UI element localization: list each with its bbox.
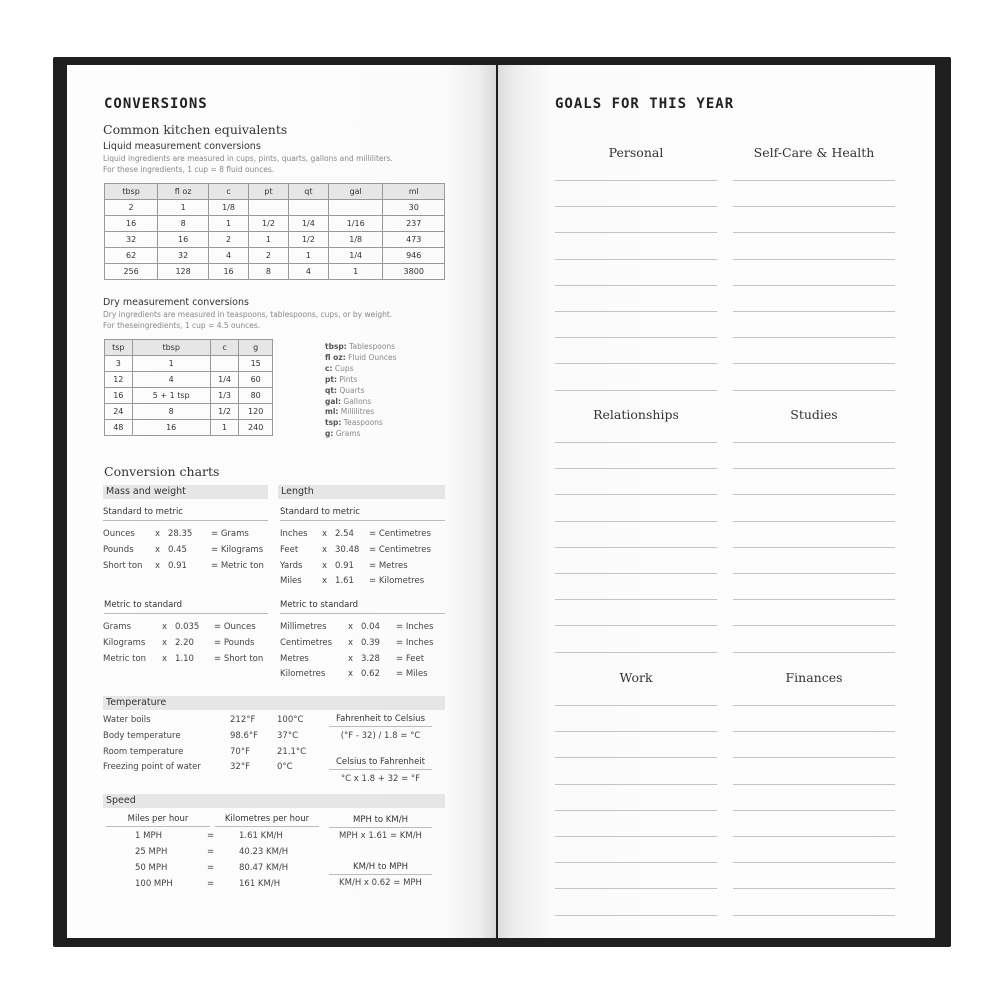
conv-times: x <box>348 622 354 632</box>
conv-unit: Short ton <box>103 560 143 571</box>
goal-writing-line <box>733 494 895 495</box>
dry-cell: 1 <box>132 356 210 372</box>
liquid-cell: 1/4 <box>328 248 383 264</box>
conv-times: x <box>348 653 354 664</box>
conv-unit: Ounces <box>103 529 135 539</box>
kmh-column-heading: Kilometres per hour <box>215 814 319 827</box>
goal-writing-line <box>555 547 717 548</box>
conv-unit: Centimetres <box>280 637 333 648</box>
speed-mph: 1 MPH <box>135 831 162 841</box>
conv-times: x <box>348 669 354 680</box>
legend-item <box>325 418 397 429</box>
dry-col-header: c <box>210 340 239 356</box>
dry-cell: 4 <box>132 372 210 388</box>
goal-writing-line <box>733 180 895 181</box>
conv-times: x <box>322 544 328 555</box>
temperature-bar: Temperature <box>103 696 445 710</box>
conv-result: = Feet <box>396 653 425 664</box>
goal-writing-line <box>733 547 895 548</box>
liquid-cell: 128 <box>158 264 209 280</box>
goals-title: GOALS FOR THIS YEAR <box>555 96 735 112</box>
goal-writing-line <box>733 259 895 260</box>
conv-factor: 0.45 <box>168 544 187 555</box>
speed-bar: Speed <box>103 794 445 808</box>
legend-item <box>325 386 397 397</box>
liquid-col-header: tbsp <box>105 184 158 200</box>
dry-cell: 8 <box>132 404 210 420</box>
liquid-table <box>104 183 445 280</box>
conv-times: x <box>162 622 168 632</box>
liquid-cell <box>288 200 328 216</box>
goal-heading-work: Work <box>619 670 653 685</box>
speed-kmh: 80.47 KM/H <box>239 863 289 873</box>
conv-times: x <box>155 560 161 571</box>
goal-writing-line <box>555 705 717 706</box>
liquid-cell: 473 <box>383 232 445 248</box>
conv-unit: Yards <box>280 560 303 571</box>
goal-writing-line <box>555 337 717 338</box>
goal-writing-line <box>733 206 895 207</box>
dry-cell <box>210 356 239 372</box>
liquid-col-header: qt <box>288 184 328 200</box>
length-bar: Length <box>278 485 445 499</box>
liquid-cell: 2 <box>105 200 158 216</box>
speed-eq: = <box>207 831 215 841</box>
mass-std-heading: Standard to metric <box>103 507 268 521</box>
dry-cell: 1/4 <box>210 372 239 388</box>
conv-unit: Feet <box>280 544 299 555</box>
length-std-heading: Standard to metric <box>280 507 445 521</box>
legend-text: Teaspoons <box>341 418 383 428</box>
dry-table-row <box>105 404 273 420</box>
conv-result: = Kilometres <box>369 576 425 587</box>
legend-text: Fluid Ounces <box>345 352 397 362</box>
legend-abbr: qt: <box>325 385 337 395</box>
temp-c: 0°C <box>277 762 293 773</box>
right-page <box>498 65 935 938</box>
liquid-cell: 1 <box>209 216 249 232</box>
goal-writing-line <box>733 573 895 574</box>
conv-result: = Metres <box>369 560 408 571</box>
liquid-cell: 1/4 <box>288 216 328 232</box>
goal-writing-line <box>555 390 717 391</box>
liquid-cell: 32 <box>158 248 209 264</box>
goal-writing-line <box>555 363 717 364</box>
goal-writing-line <box>733 915 895 916</box>
conv-times: x <box>322 576 328 587</box>
speed-eq: = <box>207 863 215 873</box>
goal-writing-line <box>555 784 717 785</box>
temp-f: 32°F <box>230 762 250 773</box>
mph-column-heading: Miles per hour <box>106 814 210 827</box>
conv-factor: 2.20 <box>175 637 194 648</box>
goal-writing-line <box>555 180 717 181</box>
conv-result: = Centimetres <box>369 544 431 555</box>
dry-table <box>104 339 273 436</box>
liquid-note-2: For these ingredients, 1 cup = 8 fluid ounces. <box>103 165 275 174</box>
dry-cell: 60 <box>239 372 273 388</box>
liquid-cell: 2 <box>249 248 289 264</box>
legend-abbr: tbsp: <box>325 342 347 351</box>
conv-factor: 28.35 <box>168 529 193 539</box>
goal-writing-line <box>733 337 895 338</box>
temp-f: 212°F <box>230 715 256 725</box>
legend-text: Pints <box>336 374 358 384</box>
legend-abbr: gal: <box>325 396 341 406</box>
liquid-cell: 8 <box>249 264 289 280</box>
liquid-cell <box>328 200 383 216</box>
goal-writing-line <box>555 810 717 811</box>
dry-cell: 240 <box>239 420 273 436</box>
liquid-cell: 16 <box>158 232 209 248</box>
conv-times: x <box>162 653 168 664</box>
goal-writing-line <box>733 363 895 364</box>
conv-result: = Short ton <box>214 653 264 664</box>
kitchen-heading: Common kitchen equivalents <box>103 122 288 137</box>
goal-writing-line <box>555 625 717 626</box>
goal-writing-line <box>733 468 895 469</box>
liquid-cell: 8 <box>158 216 209 232</box>
liquid-col-header: gal <box>328 184 383 200</box>
goal-writing-line <box>555 836 717 837</box>
speed-kmh: 1.61 KM/H <box>239 831 283 841</box>
conv-unit: Metres <box>280 653 309 664</box>
conv-times: x <box>155 529 161 539</box>
liquid-cell: 32 <box>105 232 158 248</box>
dry-table-row <box>105 372 273 388</box>
legend-abbr: c: <box>325 363 333 373</box>
legend-abbr: fl oz: <box>325 352 346 362</box>
legend-item <box>325 342 397 353</box>
temp-name: Water boils <box>103 715 151 725</box>
temp-c: 100°C <box>277 715 304 725</box>
goal-writing-line <box>555 652 717 653</box>
conv-times: x <box>322 560 328 571</box>
goal-writing-line <box>733 705 895 706</box>
legend-abbr: g: <box>325 429 334 439</box>
liquid-cell: 3800 <box>383 264 445 280</box>
conv-result: = Grams <box>211 529 249 539</box>
mass-met-heading: Metric to standard <box>104 600 268 614</box>
goal-writing-line <box>555 468 717 469</box>
conv-unit: Grams <box>103 622 131 632</box>
liquid-cell: 256 <box>105 264 158 280</box>
kmh-to-mph-formula: KM/H x 0.62 = MPH <box>339 878 422 888</box>
speed-mph: 25 MPH <box>135 847 168 857</box>
liquid-table-row <box>105 200 445 216</box>
temp-name: Body temperature <box>103 730 181 741</box>
goal-writing-line <box>733 232 895 233</box>
liquid-cell: 1/2 <box>249 216 289 232</box>
temp-c: 37°C <box>277 730 299 741</box>
legend-text: Quarts <box>336 385 365 395</box>
goal-writing-line <box>555 311 717 312</box>
dry-table-row <box>105 388 273 404</box>
liquid-col-header: fl oz <box>158 184 209 200</box>
conv-times: x <box>348 637 354 648</box>
dry-cell: 5 + 1 tsp <box>132 388 210 404</box>
conv-result: = Pounds <box>214 637 255 648</box>
speed-mph: 50 MPH <box>135 863 168 873</box>
conv-result: = Centimetres <box>369 529 431 539</box>
legend-abbr: ml: <box>325 407 339 417</box>
liquid-cell: 16 <box>209 264 249 280</box>
conv-unit: Pounds <box>103 544 134 555</box>
goal-writing-line <box>733 757 895 758</box>
conversions-title: CONVERSIONS <box>104 96 208 112</box>
liquid-table-row <box>105 232 445 248</box>
conv-factor: 2.54 <box>335 529 354 539</box>
speed-eq: = <box>207 847 215 857</box>
temp-name: Freezing point of water <box>103 762 201 773</box>
conv-factor: 0.04 <box>361 622 380 632</box>
legend-text: Tablespoons <box>346 342 396 351</box>
goal-writing-line <box>555 206 717 207</box>
goal-writing-line <box>555 599 717 600</box>
goal-writing-line <box>733 862 895 863</box>
liquid-cell: 1 <box>158 200 209 216</box>
conv-factor: 0.91 <box>168 560 187 571</box>
c-to-f-formula: °C x 1.8 + 32 = °F <box>340 774 421 784</box>
liquid-cell <box>249 200 289 216</box>
dry-cell: 3 <box>105 356 133 372</box>
liquid-table-row <box>105 264 445 280</box>
mph-to-kmh-heading: MPH to KM/H <box>329 815 432 828</box>
goal-writing-line <box>555 259 717 260</box>
goal-writing-line <box>555 442 717 443</box>
goal-writing-line <box>555 731 717 732</box>
liquid-cell: 1/8 <box>209 200 249 216</box>
legend-text: Millilitres <box>338 407 375 417</box>
conv-unit: Inches <box>280 529 308 539</box>
liquid-cell: 16 <box>105 216 158 232</box>
liquid-cell: 30 <box>383 200 445 216</box>
conv-result: = Ounces <box>214 622 256 632</box>
liquid-cell: 1/2 <box>288 232 328 248</box>
dry-cell: 16 <box>105 388 133 404</box>
conv-unit: Millimetres <box>280 622 327 632</box>
kmh-to-mph-heading: KM/H to MPH <box>329 862 432 875</box>
conv-result: = Metric ton <box>211 560 264 571</box>
conv-factor: 30.48 <box>335 544 360 555</box>
dry-table-row <box>105 356 273 372</box>
goal-writing-line <box>733 836 895 837</box>
dry-cell: 15 <box>239 356 273 372</box>
dry-cell: 24 <box>105 404 133 420</box>
temp-f: 98.6°F <box>230 730 259 741</box>
goal-writing-line <box>733 784 895 785</box>
conv-result: = Miles <box>396 669 428 680</box>
speed-kmh: 40.23 KM/H <box>239 847 289 857</box>
liquid-note-1: Liquid ingredients are measured in cups, pints, quarts, gallons and milliliters. <box>103 154 393 163</box>
liquid-cell: 1 <box>328 264 383 280</box>
conv-factor: 0.035 <box>175 622 200 632</box>
goal-writing-line <box>733 810 895 811</box>
goal-heading-finances: Finances <box>785 670 843 685</box>
liquid-col-header: pt <box>249 184 289 200</box>
legend-item <box>325 397 397 408</box>
goal-writing-line <box>733 285 895 286</box>
dry-cell: 16 <box>132 420 210 436</box>
charts-heading: Conversion charts <box>104 464 220 479</box>
conv-result: = Inches <box>396 622 434 632</box>
length-met-heading: Metric to standard <box>280 600 445 614</box>
goal-writing-line <box>733 599 895 600</box>
goal-writing-line <box>555 494 717 495</box>
conv-factor: 0.91 <box>335 560 354 571</box>
conv-result: = Inches <box>396 637 434 648</box>
legend-abbr: pt: <box>325 374 337 384</box>
legend-text: Grams <box>333 429 361 439</box>
conv-times: x <box>162 637 168 648</box>
f-to-c-formula: (°F - 32) / 1.8 = °C <box>340 731 421 741</box>
abbreviation-legend <box>325 342 397 440</box>
speed-eq: = <box>207 879 215 889</box>
liquid-heading: Liquid measurement conversions <box>103 141 261 152</box>
dry-col-header: tbsp <box>132 340 210 356</box>
legend-item <box>325 364 397 375</box>
goal-writing-line <box>555 285 717 286</box>
dry-cell: 1 <box>210 420 239 436</box>
goal-writing-line <box>733 888 895 889</box>
liquid-cell: 2 <box>209 232 249 248</box>
conv-times: x <box>322 529 328 539</box>
conv-unit: Metric ton <box>103 653 147 664</box>
goal-heading-relationships: Relationships <box>593 407 679 422</box>
goal-writing-line <box>733 731 895 732</box>
conv-factor: 1.10 <box>175 653 194 664</box>
dry-heading: Dry measurement conversions <box>103 297 249 308</box>
legend-text: Gallons <box>341 396 372 406</box>
conv-result: = Kilograms <box>211 544 264 555</box>
goal-heading-self-care-health: Self-Care & Health <box>753 145 875 160</box>
dry-cell: 12 <box>105 372 133 388</box>
conv-factor: 1.61 <box>335 576 354 587</box>
legend-text: Cups <box>332 363 354 373</box>
liquid-cell: 1 <box>249 232 289 248</box>
liquid-col-header: c <box>209 184 249 200</box>
goal-writing-line <box>555 862 717 863</box>
goal-writing-line <box>733 652 895 653</box>
goal-heading-personal: Personal <box>608 145 664 160</box>
dry-cell: 1/3 <box>210 388 239 404</box>
conv-unit: Kilometres <box>280 669 326 680</box>
goal-writing-line <box>555 915 717 916</box>
goal-writing-line <box>733 442 895 443</box>
liquid-col-header: ml <box>383 184 445 200</box>
goal-writing-line <box>555 232 717 233</box>
legend-item <box>325 407 397 418</box>
liquid-cell: 237 <box>383 216 445 232</box>
liquid-cell: 946 <box>383 248 445 264</box>
liquid-cell: 62 <box>105 248 158 264</box>
liquid-cell: 1/8 <box>328 232 383 248</box>
legend-item <box>325 353 397 364</box>
left-page <box>67 65 496 938</box>
goal-writing-line <box>733 625 895 626</box>
conv-unit: Kilograms <box>103 637 146 648</box>
conv-factor: 3.28 <box>361 653 380 664</box>
conv-unit: Miles <box>280 576 302 587</box>
dry-cell: 48 <box>105 420 133 436</box>
conv-factor: 0.62 <box>361 669 380 680</box>
liquid-cell: 4 <box>209 248 249 264</box>
conv-times: x <box>155 544 161 555</box>
mass-weight-bar: Mass and weight <box>103 485 268 499</box>
liquid-table-row <box>105 248 445 264</box>
goal-writing-line <box>555 521 717 522</box>
liquid-table-row <box>105 216 445 232</box>
liquid-cell: 1/16 <box>328 216 383 232</box>
goal-writing-line <box>733 390 895 391</box>
temp-c: 21.1°C <box>277 746 307 757</box>
goal-heading-studies: Studies <box>790 407 838 422</box>
dry-col-header: g <box>239 340 273 356</box>
temp-f: 70°F <box>230 746 250 757</box>
dry-note-2: For theseingredients, 1 cup = 4.5 ounces. <box>103 321 261 330</box>
speed-kmh: 161 KM/H <box>239 879 281 889</box>
mph-to-kmh-formula: MPH x 1.61 = KM/H <box>339 831 422 841</box>
goal-writing-line <box>555 757 717 758</box>
c-to-f-heading: Celsius to Fahrenheit <box>329 757 432 770</box>
dry-note-1: Dry ingredients are measured in teaspoons, tablespoons, cups, or by weight. <box>103 310 393 319</box>
legend-item <box>325 429 397 440</box>
goal-writing-line <box>733 311 895 312</box>
dry-col-header: tsp <box>105 340 133 356</box>
goal-writing-line <box>733 521 895 522</box>
dry-cell: 80 <box>239 388 273 404</box>
liquid-cell: 1 <box>288 248 328 264</box>
dry-cell: 120 <box>239 404 273 420</box>
conv-factor: 0.39 <box>361 637 380 648</box>
dry-cell: 1/2 <box>210 404 239 420</box>
speed-mph: 100 MPH <box>135 879 173 889</box>
legend-item <box>325 375 397 386</box>
liquid-cell: 4 <box>288 264 328 280</box>
legend-abbr: tsp: <box>325 418 342 428</box>
temp-name: Room temperature <box>103 746 184 757</box>
dry-table-row <box>105 420 273 436</box>
f-to-c-heading: Fahrenheit to Celsius <box>329 714 432 727</box>
goal-writing-line <box>555 888 717 889</box>
goal-writing-line <box>555 573 717 574</box>
